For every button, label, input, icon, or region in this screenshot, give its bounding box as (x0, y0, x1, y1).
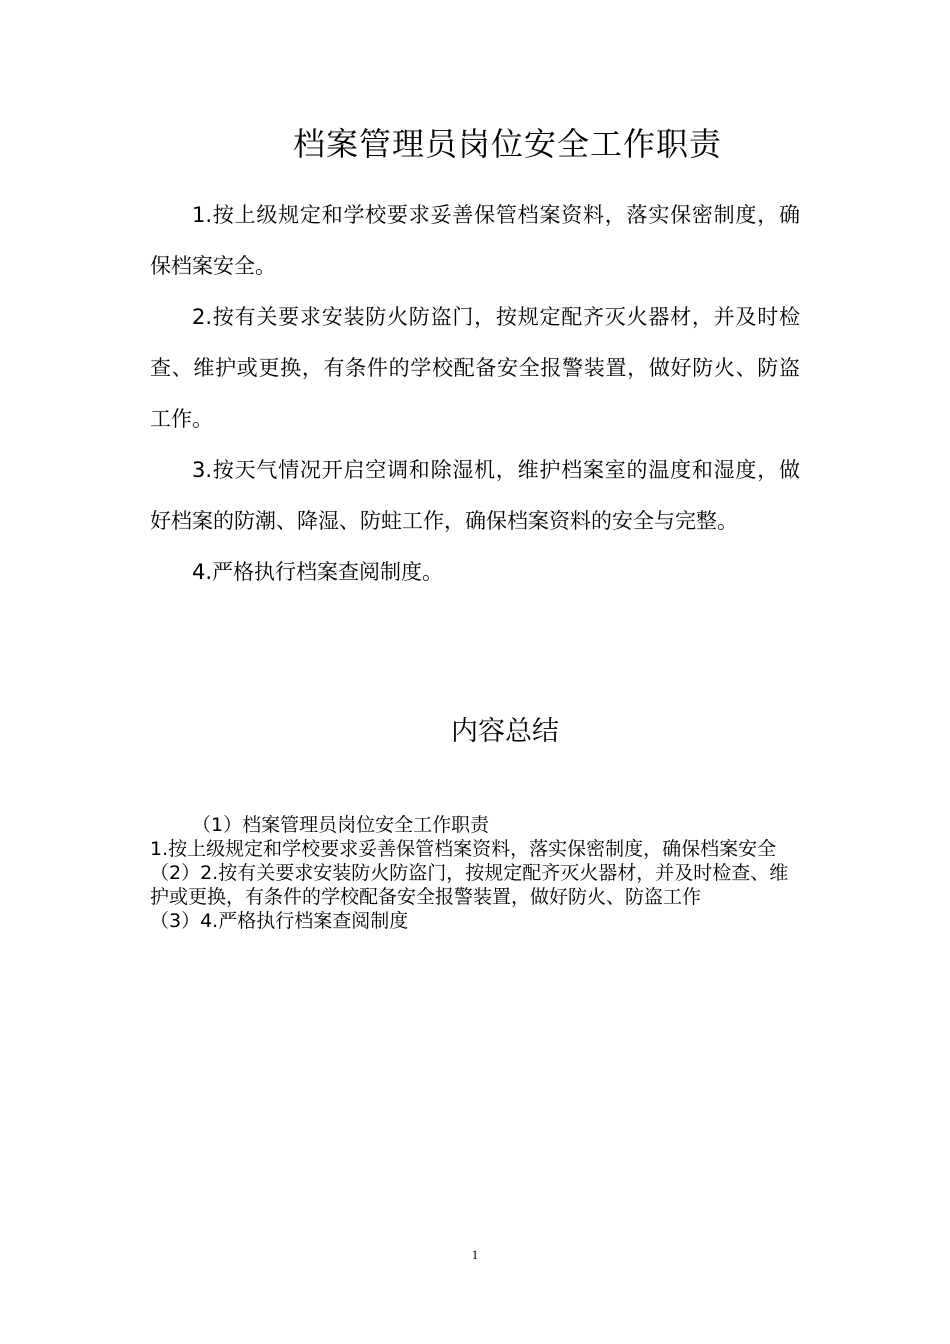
paragraph-3: 3.按天气情况开启空调和除湿机，维护档案室的温度和湿度，做好档案的防潮、降湿、防蛀工作，确保档案资料的安全与完整。 (150, 458, 800, 533)
page-number: 1 (471, 1247, 479, 1262)
paragraph-4: 4.严格执行档案查阅制度。 (192, 560, 444, 584)
paragraph-1: 1.按上级规定和学校要求妥善保管档案资料，落实保密制度，确保档案安全。 (150, 203, 800, 278)
summary-line-3: （2）2.按有关要求安装防火防盗门，按规定配齐灭火器材，并及时检查、维护或更换，有条件的学校配备安全报警装置，做好防火、防盗工作 (150, 862, 789, 908)
summary-line-1: （1）档案管理员岗位安全工作职责 (192, 814, 490, 836)
paragraph-2: 2.按有关要求安装防火防盗门，按规定配齐灭火器材，并及时检查、维护或更换，有条件的学校配备安全报警装置，做好防火、防盗工作。 (150, 305, 800, 431)
summary-line-4: （3）4.严格执行档案查阅制度 (150, 910, 409, 932)
summary-line-2: 1.按上级规定和学校要求妥善保管档案资料，落实保密制度，确保档案安全 (150, 838, 777, 860)
summary-body (150, 813, 800, 933)
summary-title: 内容总结 (451, 716, 559, 747)
document-title: 档案管理员岗位安全工作职责 (292, 125, 722, 163)
document-body (150, 190, 800, 598)
